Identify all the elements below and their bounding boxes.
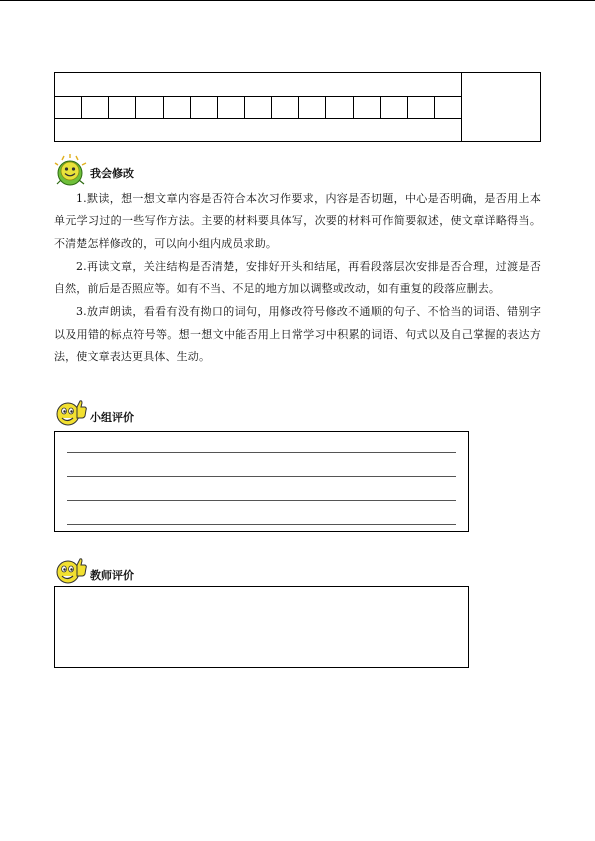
grid-cell[interactable]: [55, 97, 82, 118]
grid-cell[interactable]: [435, 97, 461, 118]
group-eval-heading: [54, 398, 134, 428]
writing-grid-table: [54, 72, 541, 142]
instruction-paragraph-2: 2.再读文章，关注结构是否清楚，安排好开头和结尾，再看段落层次安排是否合理，过渡是否自然，前后是否照应等。如有不当、不足的地方加以调整或改动，如有重复的段落应删去。: [54, 259, 541, 296]
group-eval-title: 小组评价: [90, 411, 134, 424]
grid-cell[interactable]: [191, 97, 218, 118]
instruction-paragraph-1: 1.默读，想一想文章内容是否符合本次习作要求，内容是否切题，中心是否明确，是否用上本单元学习过的一些写作方法。主要的材料要具体写，次要的材料可作简要叙述，使文章详略得当。不清楚怎样修改的，可以向小组内成员求助。: [54, 192, 541, 250]
revise-heading: [54, 154, 134, 184]
thumbs-up-face-icon: [54, 398, 88, 428]
ruled-writing-line: [67, 452, 456, 453]
grid-score-cell[interactable]: [462, 73, 540, 141]
ruled-writing-line: [67, 500, 456, 501]
grid-cell[interactable]: [299, 97, 326, 118]
ruled-writing-line: [67, 524, 456, 525]
revise-heading-title: 我会修改: [90, 167, 134, 180]
grid-cell[interactable]: [408, 97, 435, 118]
grid-cell[interactable]: [136, 97, 163, 118]
group-eval-box[interactable]: [54, 431, 469, 532]
grid-cell[interactable]: [272, 97, 299, 118]
revise-instructions: [54, 188, 541, 369]
grid-bottom-row[interactable]: [55, 119, 461, 141]
grid-cell[interactable]: [381, 97, 408, 118]
teacher-eval-heading: [54, 556, 134, 586]
teacher-eval-title: 教师评价: [90, 569, 134, 582]
grid-cell[interactable]: [326, 97, 353, 118]
page-top-rule: [0, 0, 595, 1]
grid-cell[interactable]: [109, 97, 136, 118]
grid-title-row[interactable]: [55, 73, 461, 97]
smiling-star-mascot-icon: [54, 154, 88, 184]
ruled-writing-line: [67, 476, 456, 477]
teacher-eval-box[interactable]: [54, 586, 469, 668]
instruction-paragraph-3: 3.放声朗读，看看有没有拗口的词句，用修改符号修改不通顺的句子、不恰当的词语、错别字以及用错的标点符号等。想一想文中能否用上日常学习中积累的词语、句式以及自己掌握的表达方法，使文章表达更具体、生动。: [54, 305, 541, 363]
grid-char-row: [55, 97, 461, 119]
grid-main-area: [55, 73, 462, 141]
grid-cell[interactable]: [354, 97, 381, 118]
grid-cell[interactable]: [82, 97, 109, 118]
thumbs-up-face-icon: [54, 556, 88, 586]
grid-cell[interactable]: [218, 97, 245, 118]
grid-cell[interactable]: [245, 97, 272, 118]
grid-cell[interactable]: [164, 97, 191, 118]
